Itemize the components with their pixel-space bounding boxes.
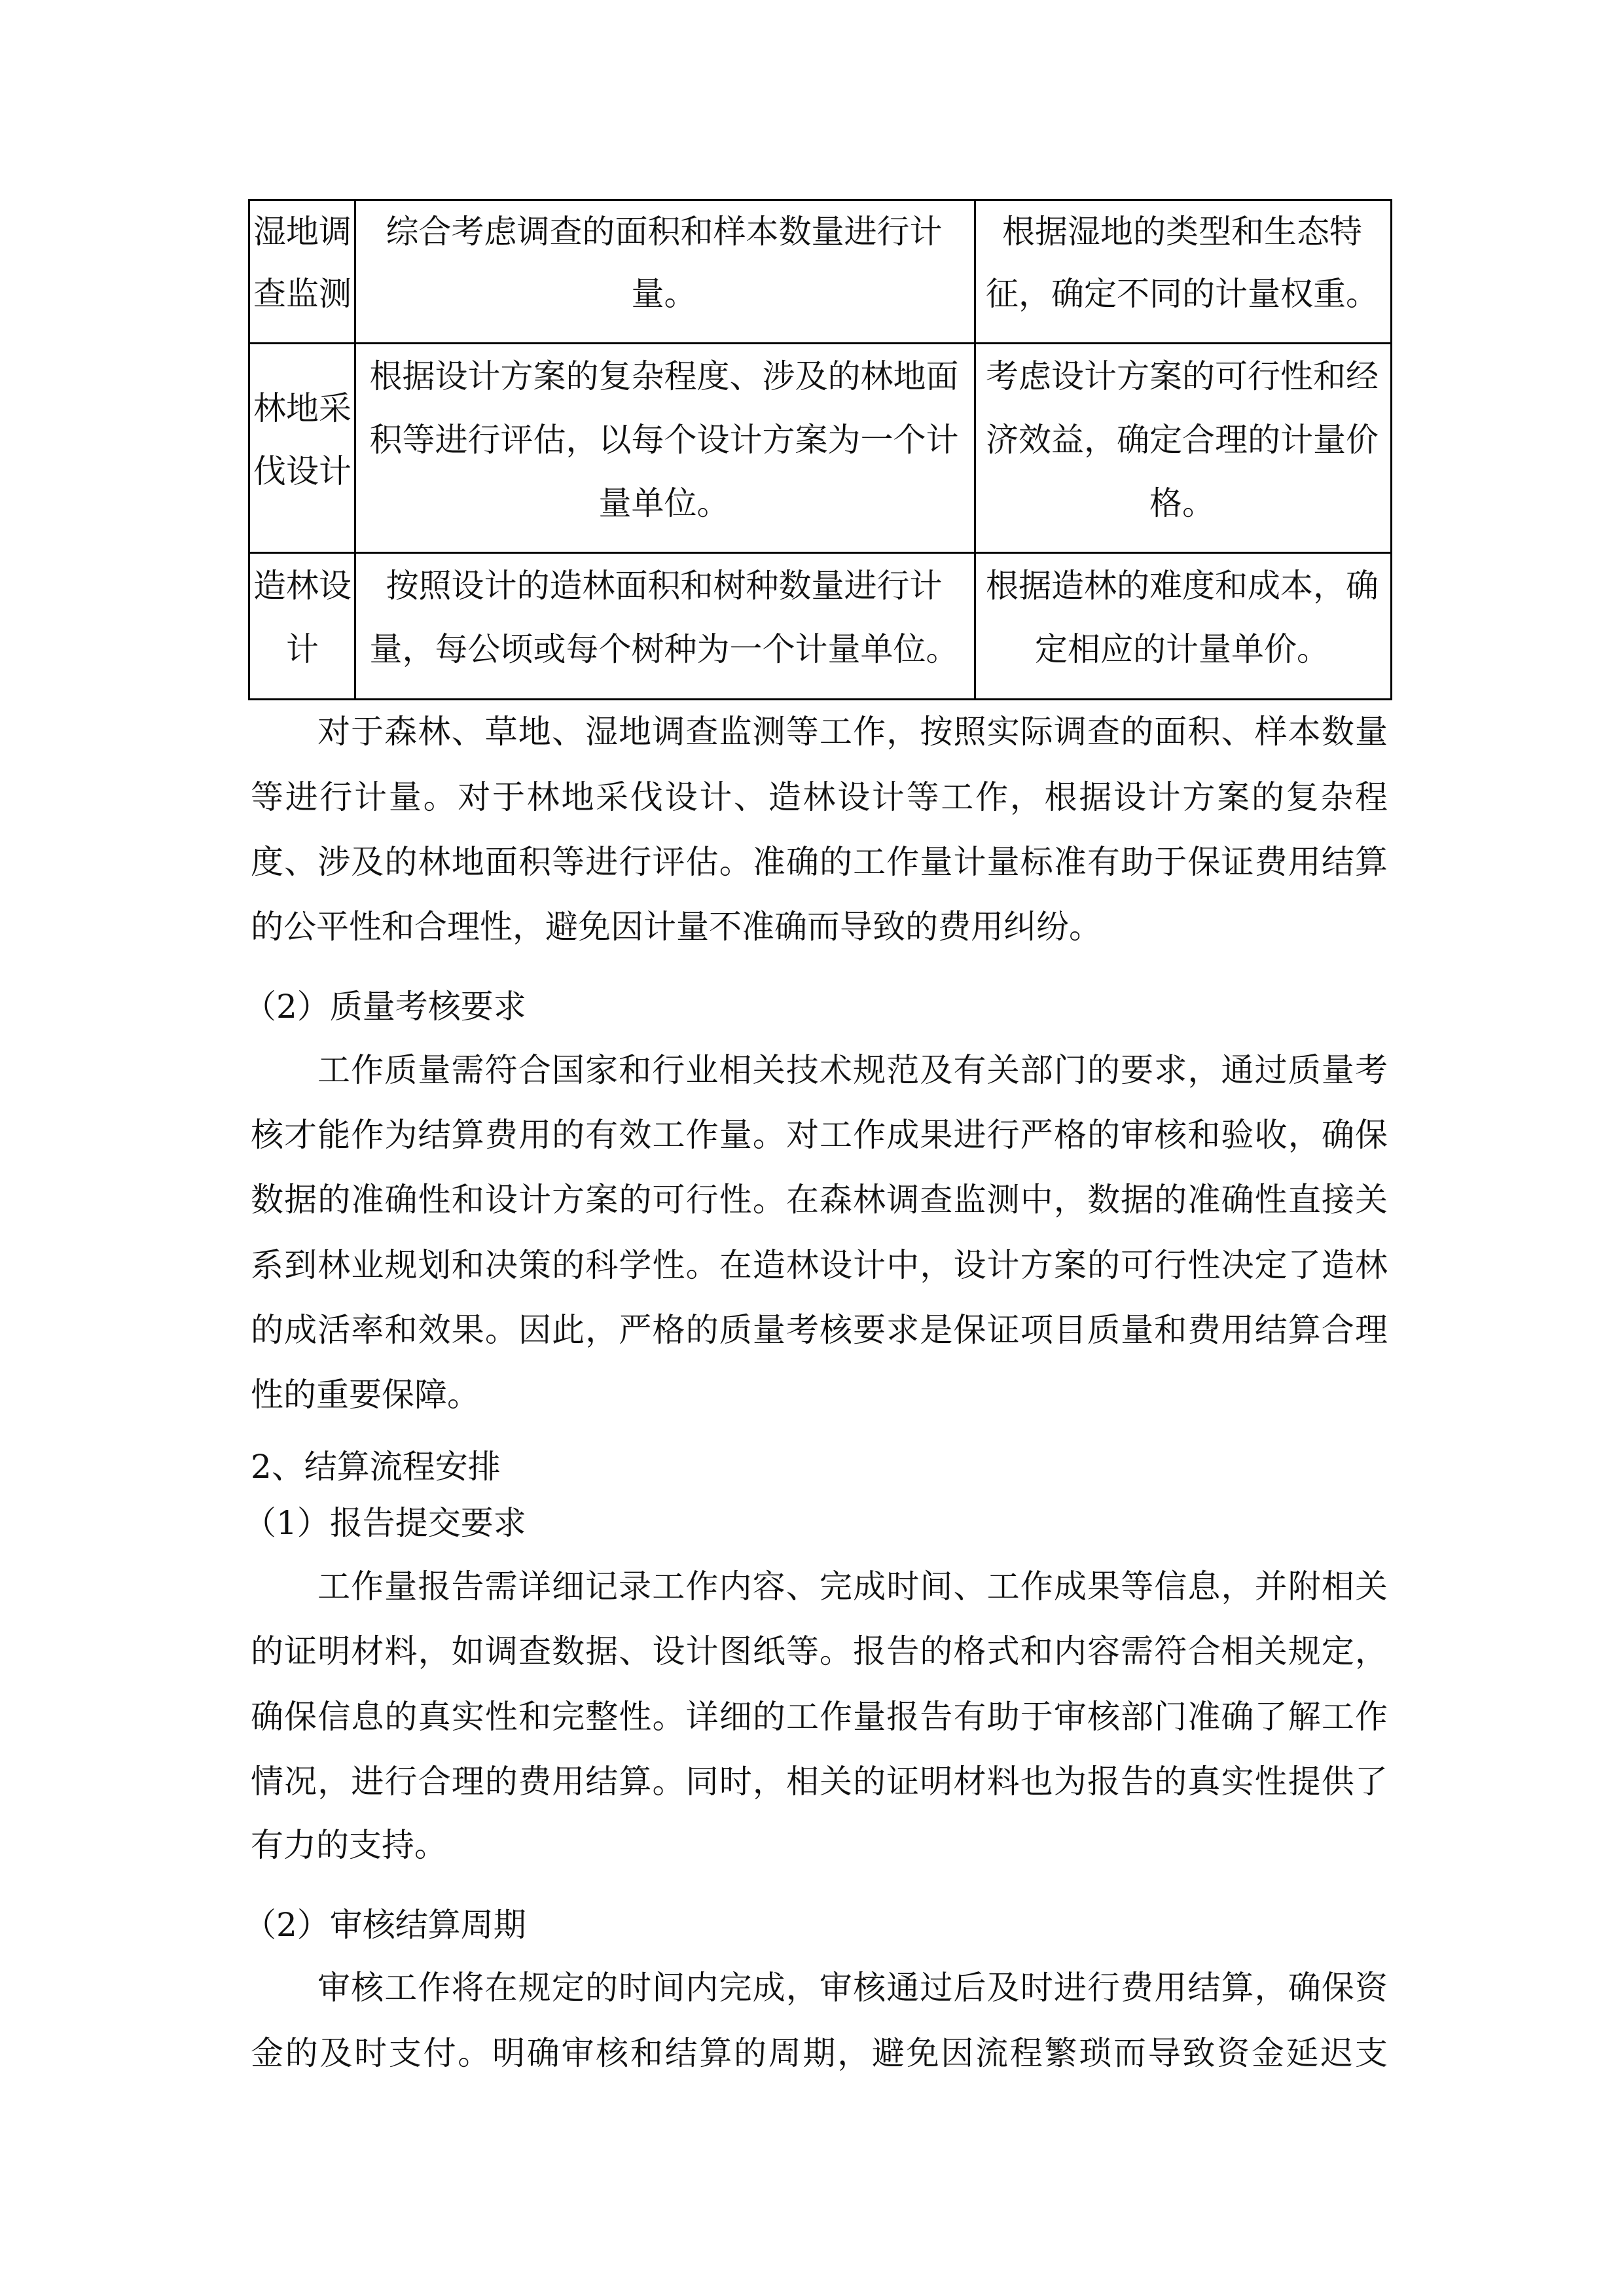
table-column-border: [974, 199, 976, 700]
table-column-border: [354, 199, 356, 700]
table-cell-category: 查监测: [253, 275, 352, 313]
table-cell-category: 造林设: [253, 567, 352, 605]
table-cell-method: 按照设计的造林面积和树种数量进行计: [386, 567, 943, 605]
table-row-border: [248, 342, 1392, 344]
table-cell-pricing: 济效益，确定合理的计量价: [986, 421, 1379, 459]
table-cell-method: 积等进行评估，以每个设计方案为一个计: [369, 421, 959, 459]
table-column-border: [1390, 199, 1392, 700]
paragraph-line: 工作量报告需详细记录工作内容、完成时间、工作成果等信息，并附相关: [317, 1568, 1388, 1605]
table-cell-category: 计: [286, 630, 319, 668]
section-heading: （1）报告提交要求: [244, 1504, 526, 1542]
section-heading: 2、结算流程安排: [251, 1448, 501, 1486]
paragraph-line: 有力的支持。: [251, 1826, 447, 1864]
paragraph-line: 等进行计量。对于林地采伐设计、造林设计等工作，根据设计方案的复杂程: [251, 778, 1388, 816]
table-cell-pricing: 根据湿地的类型和生态特: [1002, 213, 1362, 251]
paragraph-line: 的证明材料，如调查数据、设计图纸等。报告的格式和内容需符合相关规定，: [251, 1632, 1388, 1670]
table-cell-method: 量单位。: [598, 484, 730, 522]
table-cell-pricing: 根据造林的难度和成本，确: [986, 567, 1379, 605]
table-cell-pricing: 征，确定不同的计量权重。: [986, 275, 1379, 313]
table-cell-pricing: 考虑设计方案的可行性和经: [986, 357, 1379, 395]
paragraph-line: 确保信息的真实性和完整性。详细的工作量报告有助于审核部门准确了解工作: [251, 1698, 1388, 1736]
table-cell-pricing: 格。: [1149, 484, 1215, 522]
table-cell-method: 综合考虑调查的面积和样本数量进行计: [386, 213, 943, 251]
table-column-border: [248, 199, 250, 700]
paragraph-line: 系到林业规划和决策的科学性。在造林设计中，设计方案的可行性决定了造林: [251, 1246, 1388, 1284]
paragraph-line: 金的及时支付。明确审核和结算的周期，避免因流程繁琐而导致资金延迟支: [251, 2034, 1388, 2072]
paragraph-line: 对于森林、草地、湿地调查监测等工作，按照实际调查的面积、样本数量: [317, 713, 1388, 751]
section-heading: （2）审核结算周期: [244, 1906, 526, 1944]
table-cell-method: 量，每公顷或每个树种为一个计量单位。: [369, 630, 959, 668]
table-row-border: [248, 199, 1392, 201]
paragraph-line: 的成活率和效果。因此，严格的质量考核要求是保证项目质量和费用结算合理: [251, 1311, 1388, 1349]
section-heading: （2）质量考核要求: [244, 988, 526, 1026]
table-cell-category: 伐设计: [253, 452, 352, 490]
paragraph-line: 工作质量需符合国家和行业相关技术规范及有关部门的要求，通过质量考: [317, 1051, 1388, 1089]
table-row-border: [248, 552, 1392, 554]
table-cell-method: 根据设计方案的复杂程度、涉及的林地面: [369, 357, 959, 395]
paragraph-line: 性的重要保障。: [251, 1376, 480, 1414]
paragraph-line: 核才能作为结算费用的有效工作量。对工作成果进行严格的审核和验收，确保: [251, 1116, 1388, 1154]
table-row-border: [248, 698, 1392, 700]
paragraph-line: 度、涉及的林地面积等进行评估。准确的工作量计量标准有助于保证费用结算: [251, 843, 1388, 881]
table-cell-category: 林地采: [253, 389, 352, 427]
table-cell-pricing: 定相应的计量单价。: [1035, 630, 1329, 668]
paragraph-line: 数据的准确性和设计方案的可行性。在森林调查监测中，数据的准确性直接关: [251, 1181, 1388, 1219]
paragraph-line: 的公平性和合理性，避免因计量不准确而导致的费用纠纷。: [251, 908, 1102, 946]
paragraph-line: 情况，进行合理的费用结算。同时，相关的证明材料也为报告的真实性提供了: [251, 1763, 1388, 1801]
paragraph-line: 审核工作将在规定的时间内完成，审核通过后及时进行费用结算，确保资: [317, 1969, 1388, 2007]
table-cell-method: 量。: [631, 275, 697, 313]
table-cell-category: 湿地调: [253, 213, 352, 251]
